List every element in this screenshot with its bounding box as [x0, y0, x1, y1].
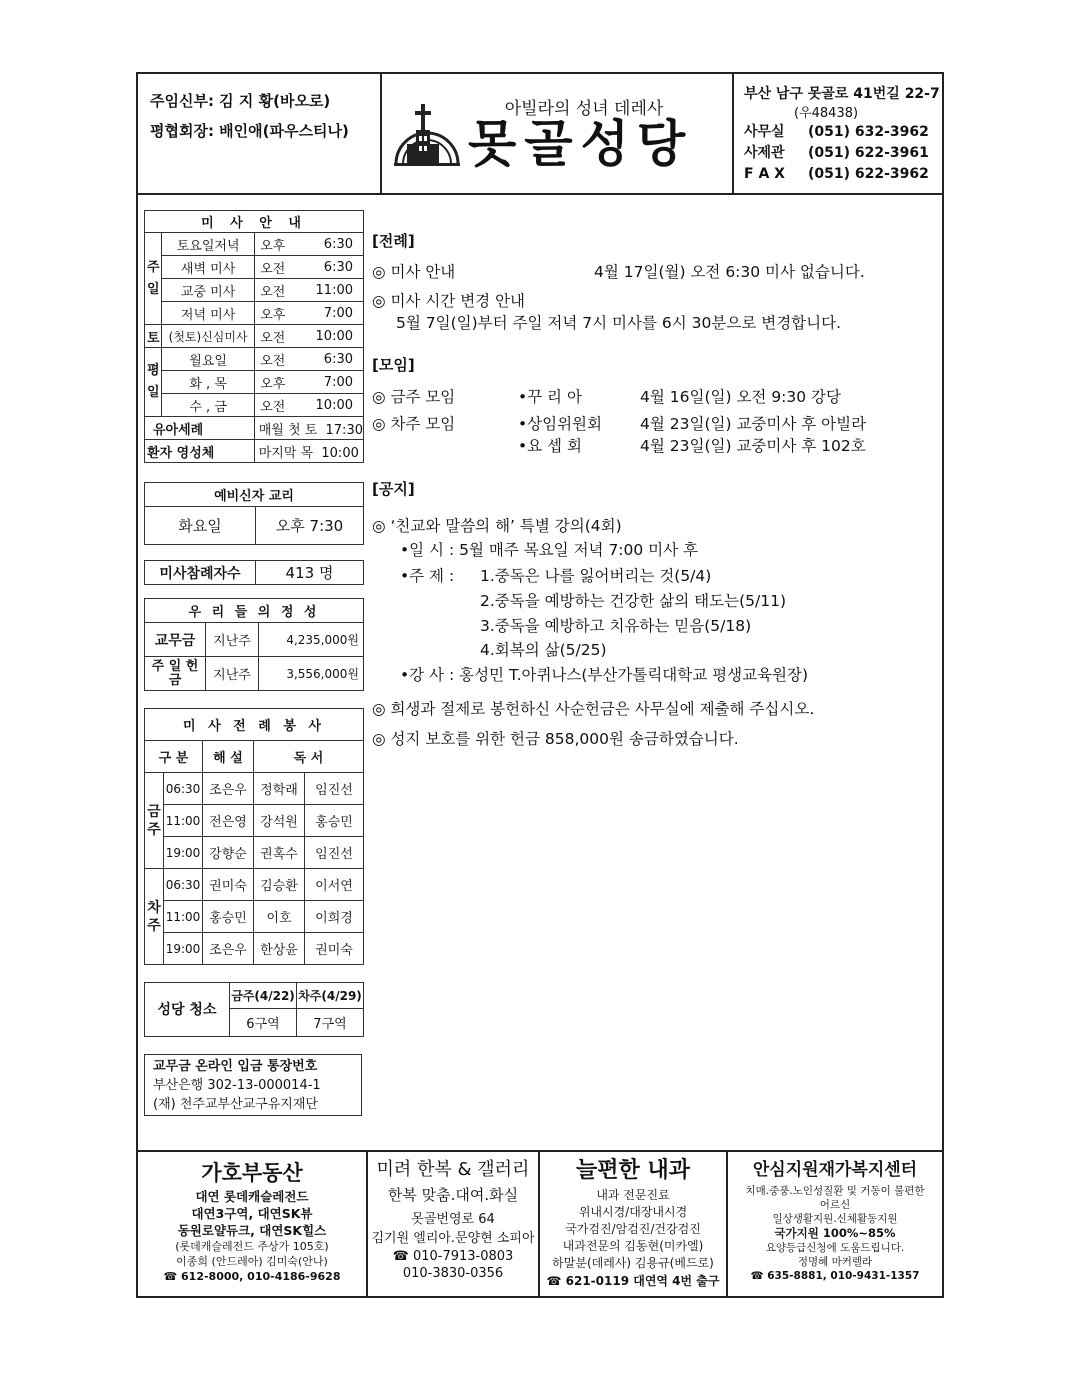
- ad-title: 안심지원재가복지센터: [752, 1160, 918, 1180]
- server-reader: 강석원: [254, 805, 305, 837]
- mass-name: 교중 미사: [162, 279, 254, 302]
- contact-office: 사무실 (051) 632-3962: [744, 124, 929, 140]
- attendance-value: 413 명: [256, 561, 364, 585]
- weekday-label: 평일: [145, 348, 162, 417]
- account-title: 교무금 온라인 입금 통장번호: [153, 1059, 318, 1074]
- liturgy-item1-text: 4월 17일(월) 오전 6:30 미사 없습니다.: [594, 263, 865, 281]
- attendance-label: 미사참례자수: [145, 561, 256, 585]
- mass-ampm: 오전: [254, 279, 291, 302]
- lecture-topic: 2.중독을 예방하는 건강한 삶의 태도는(5/11): [480, 592, 786, 610]
- mass-ampm: 오전: [254, 256, 291, 279]
- server-time: 11:00: [164, 901, 203, 933]
- mass-ampm: 오전: [254, 325, 291, 348]
- mass-ampm: 오전: [254, 394, 291, 417]
- offering-table: [144, 598, 364, 691]
- mass-name: 저녁 미사: [162, 302, 254, 325]
- mass-time: 7:00: [291, 371, 364, 394]
- cleaning-next-week: 7구역: [297, 1009, 364, 1037]
- address: 부산 남구 못골로 41번길 22-7: [744, 86, 940, 102]
- catechumen-day: 화요일: [145, 507, 256, 545]
- server-time: 06:30: [164, 773, 203, 805]
- mass-name: 수 , 금: [162, 394, 254, 417]
- account-bank: 부산은행 302-13-000014-1: [153, 1078, 321, 1093]
- sunday-label: 주일: [145, 233, 162, 325]
- contact-fax: F A X (051) 622-3962: [744, 166, 929, 182]
- cleaning-next-week-head: 차주(4/29): [297, 983, 364, 1009]
- liturgy-heading: [전례]: [372, 232, 415, 250]
- meeting-name: •요 셉 회: [518, 437, 582, 455]
- cleaning-label: 성당 청소: [145, 983, 230, 1037]
- mass-ampm: 오전: [254, 348, 291, 371]
- cleaning-this-week: 6구역: [230, 1009, 297, 1037]
- mass-name: 새벽 미사: [162, 256, 254, 279]
- offering-label: 교무금: [145, 623, 206, 657]
- mass-name: 월요일: [162, 348, 254, 371]
- church-logo: [392, 100, 462, 168]
- catechumen-time: 오후 7:30: [256, 507, 364, 545]
- header-staff: [150, 86, 349, 146]
- server-time: 19:00: [164, 933, 203, 965]
- server-reader: 홍승민: [305, 805, 364, 837]
- servers-col-reading: 독 서: [254, 741, 364, 773]
- meetings-this-label: ◎ 금주 모임: [372, 388, 456, 406]
- infant-baptism-label: 유아세례: [145, 417, 255, 440]
- saturday-label: 토: [145, 325, 162, 348]
- church-name: 못골성당: [468, 115, 694, 173]
- postcode: (우48438): [794, 106, 859, 121]
- account-box: [144, 1054, 362, 1116]
- server-commentary: 전은영: [203, 805, 254, 837]
- lecture-schedule: •일 시 : 5월 매주 목요일 저녁 7:00 미사 후: [400, 541, 699, 559]
- sick-communion-when: 마지막 목: [258, 445, 314, 461]
- mass-time: 11:00: [291, 279, 364, 302]
- sick-communion-label: 환자 영성체: [145, 440, 255, 463]
- lent-offering-notice: ◎ 희생과 절제로 봉헌하신 사순헌금은 사무실에 제출해 주십시오.: [372, 700, 815, 718]
- cleaning-this-week-head: 금주(4/22): [230, 983, 297, 1009]
- server-time: 06:30: [164, 869, 203, 901]
- lecture-topic: 1.중독은 나를 잃어버리는 것(5/4): [480, 567, 712, 585]
- infant-baptism-when: 매월 첫 토: [258, 422, 318, 438]
- mass-time: 10:00: [291, 394, 364, 417]
- header-contact: [744, 84, 940, 185]
- header-divider-left: [380, 72, 382, 193]
- cleaning-table: [144, 982, 364, 1037]
- server-time: 11:00: [164, 805, 203, 837]
- meeting-detail: 4월 23일(일) 교중미사 후 102호: [640, 437, 866, 455]
- mass-guide-title: 미 사 안 내: [145, 211, 364, 233]
- server-reader: 권혹수: [254, 837, 305, 869]
- meeting-name: •상임위원회: [518, 415, 603, 433]
- mass-time: 6:30: [291, 233, 364, 256]
- liturgy-item2-label: ◎ 미사 시간 변경 안내: [372, 292, 526, 310]
- servers-title: 미 사 전 례 봉 사: [145, 709, 364, 741]
- server-reader: 임진선: [305, 773, 364, 805]
- server-reader: 이서연: [305, 869, 364, 901]
- this-week-label: 금주: [145, 773, 164, 869]
- lecture-topic: 4.회복의 삶(5/25): [480, 641, 607, 659]
- mass-time: 10:00: [291, 325, 364, 348]
- ad-title: 미려 한복 & 갤러리: [376, 1159, 530, 1180]
- offering-period: 지난주: [206, 657, 259, 691]
- attendance-table: [144, 560, 364, 585]
- server-commentary: 조은우: [203, 773, 254, 805]
- mass-time: 6:30: [291, 348, 364, 371]
- holy-land-notice: ◎ 성지 보호를 위한 헌금 858,000원 송금하였습니다.: [372, 730, 739, 748]
- servers-col-commentary: 해 설: [203, 741, 254, 773]
- mass-name: (첫토)신심미사: [162, 325, 254, 348]
- servers-table: [144, 708, 364, 965]
- ad-clinic: 늘편한 내과 내과 전문진료 위내시경/대장내시경 국가검진/암검진/건강검진 내과전문의 김동현(미카엘) 하말분(데레사) 김용규(베드로) ☎ 621-0119 대연역 4번 출구: [540, 1156, 726, 1290]
- mass-ampm: 오후: [254, 302, 291, 325]
- ad-welfare-center: 안심지원재가복지센터 치매.중풍.노인성질환 및 거동이 불편한 어르신 일상생활지원.신체활동지원 국가지원 100%~85% 요양등급신청에 도움드립니다. 정명혜 마커렐라 ☎ 635-8881, 010-9431-1357: [728, 1156, 942, 1284]
- lecture-topic-label: •주 제 :: [400, 567, 455, 585]
- catechumen-title: 예비신자 교리: [145, 483, 364, 507]
- account-holder: (재) 천주교부산교구유지재단: [153, 1097, 318, 1112]
- ad-title: 가호부동산: [201, 1161, 303, 1185]
- servers-col-group: 구 분: [145, 741, 203, 773]
- council-president: 평협회장: 배인애(파우스티나): [150, 122, 349, 140]
- ad-title: 늘편한 내과: [576, 1158, 690, 1183]
- server-commentary: 조은우: [203, 933, 254, 965]
- server-reader: 이희경: [305, 901, 364, 933]
- server-commentary: 권미숙: [203, 869, 254, 901]
- server-commentary: 강향순: [203, 837, 254, 869]
- mass-guide-table: [144, 210, 364, 463]
- catechumen-table: [144, 482, 364, 545]
- infant-baptism-time: 17:30: [325, 422, 363, 438]
- server-reader: 한상윤: [254, 933, 305, 965]
- liturgy-item1-label: ◎ 미사 안내: [372, 263, 456, 281]
- mass-time: 7:00: [291, 302, 364, 325]
- contact-rectory: 사제관 (051) 622-3961: [744, 145, 929, 161]
- ad-hanbok: 미려 한복 & 갤러리 한복 맞춤.대여.화실 못골번영로 64 김기원 엘리아.문양현 소피아 ☎ 010-7913-0803 010-3830-0356: [368, 1156, 538, 1282]
- mass-ampm: 오후: [254, 233, 291, 256]
- meetings-next-label: ◎ 차주 모임: [372, 415, 456, 433]
- ad-real-estate: 가호부동산 대연 롯데캐슬레전드 대연3구역, 대연SK뷰 동원로얄듀크, 대연SK힐스 (롯데캐슬레전드 주상가 105호) 이종희 (안드레아) 김미숙(안나) ☎ 612-8000, 010-4186-9628: [138, 1158, 366, 1284]
- sick-communion-time: 10:00: [321, 445, 359, 461]
- server-commentary: 홍승민: [203, 901, 254, 933]
- header-divider-right: [732, 72, 734, 193]
- notice-heading: [공지]: [372, 480, 415, 498]
- server-reader: 김승환: [254, 869, 305, 901]
- mass-ampm: 오후: [254, 371, 291, 394]
- meeting-detail: 4월 23일(일) 교중미사 후 아빌라: [640, 415, 867, 433]
- meetings-heading: [모임]: [372, 356, 415, 374]
- church-logo-icon: [392, 100, 462, 168]
- server-reader: 이호: [254, 901, 305, 933]
- offering-period: 지난주: [206, 623, 259, 657]
- offering-label: 주 일 헌 금: [145, 657, 206, 691]
- meeting-detail: 4월 16일(일) 오전 9:30 강당: [640, 388, 842, 406]
- lecture-speaker: •강 사 : 홍성민 T.아퀴나스(부산가톨릭대학교 평생교육원장): [400, 666, 809, 684]
- server-reader: 정학래: [254, 773, 305, 805]
- server-time: 19:00: [164, 837, 203, 869]
- mass-time: 6:30: [291, 256, 364, 279]
- server-reader: 임진선: [305, 837, 364, 869]
- offering-title: 우 리 들 의 정 성: [145, 599, 364, 623]
- lecture-topic: 3.중독을 예방하고 치유하는 믿음(5/18): [480, 617, 752, 635]
- footer-divider: [136, 1150, 944, 1152]
- church-subtitle: 아빌라의 성녀 데레사: [504, 99, 664, 119]
- offering-amount: 3,556,000원: [259, 657, 364, 691]
- mass-name: 화 , 목: [162, 371, 254, 394]
- header-divider: [136, 193, 944, 195]
- lecture-title: ◎ ‘친교와 말씀의 해’ 특별 강의(4회): [372, 517, 622, 535]
- offering-amount: 4,235,000원: [259, 623, 364, 657]
- pastor-name: 주임신부: 김 지 황(바오로): [150, 92, 331, 110]
- liturgy-item2-text: 5월 7일(일)부터 주일 저녁 7시 미사를 6시 30분으로 변경합니다.: [396, 314, 842, 332]
- next-week-label: 차주: [145, 869, 164, 965]
- mass-name: 토요일저녁: [162, 233, 254, 256]
- server-reader: 권미숙: [305, 933, 364, 965]
- meeting-name: •꾸 리 아: [518, 388, 582, 406]
